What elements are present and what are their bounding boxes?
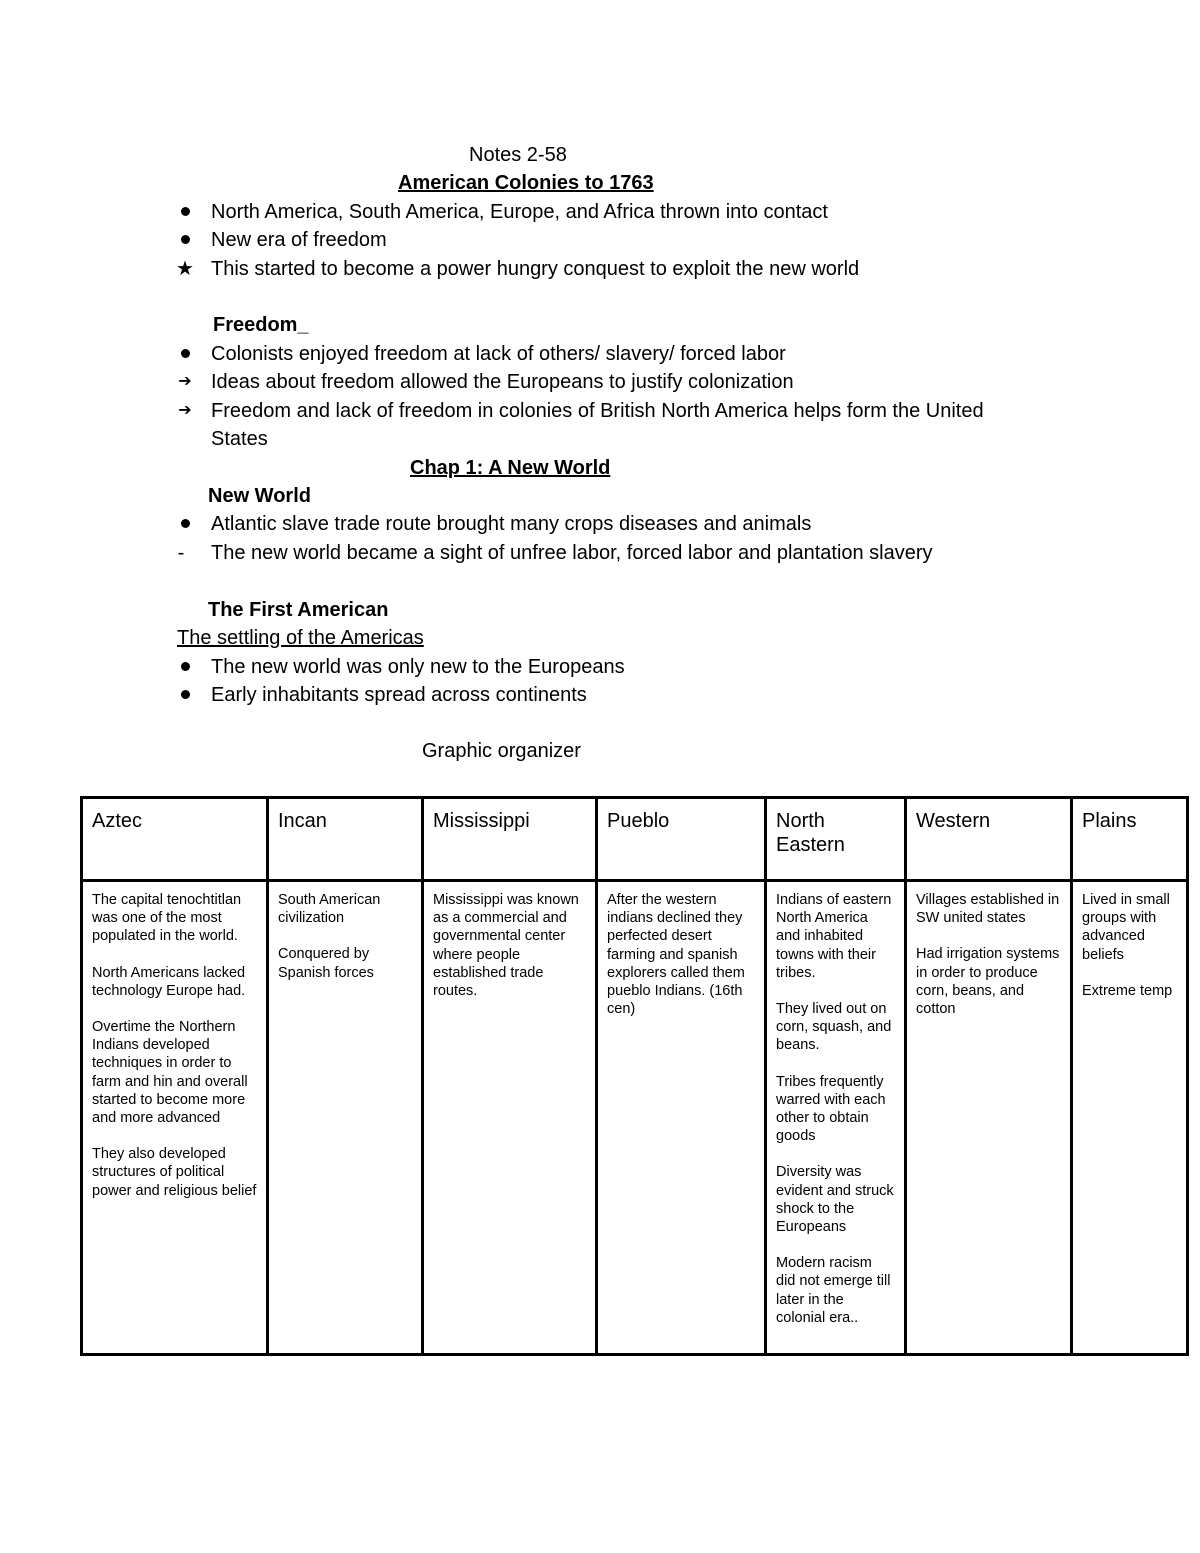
- cell-paragraph: Lived in small groups with advanced beliefs: [1082, 892, 1170, 963]
- bullet-dot-icon: [174, 226, 196, 254]
- column-header-incan: Incan: [268, 798, 423, 881]
- bullet-text: Freedom and lack of freedom in colonies of British North America helps form the United: [211, 400, 984, 422]
- column-header-pueblo: Pueblo: [597, 798, 766, 881]
- cell-paragraph: South American civilization: [278, 892, 381, 927]
- bullet-text: Colonists enjoyed freedom at lack of others/ slavery/ forced labor: [211, 343, 786, 365]
- bullet-text: Atlantic slave trade route brought many crops diseases and animals: [211, 513, 812, 535]
- cell-incan: [268, 881, 423, 1355]
- cell-paragraph: Mississippi was known as a commercial and governmental center where people established trade routes.: [433, 892, 579, 1000]
- cell-paragraph: Had irrigation systems in order to produce corn, beans, and cotton: [916, 946, 1060, 1018]
- cell-paragraph: They lived out on corn, squash, and beans.: [776, 1001, 892, 1054]
- column-header-aztec: Aztec: [82, 798, 268, 881]
- bullet-dot-icon: [174, 653, 196, 681]
- arrow-bullet-icon: ➔: [178, 402, 192, 419]
- cell-paragraph: Modern racism did not emerge till later in the colonial era..: [776, 1255, 891, 1326]
- cell-paragraph: Villages established in SW united states: [916, 892, 1060, 927]
- arrow-bullet-icon: ➔: [178, 373, 192, 390]
- bullet-text: Ideas about freedom allowed the Europeans to justify colonization: [211, 371, 794, 393]
- cell-plains: [1072, 881, 1188, 1355]
- cell-paragraph: Extreme temp: [1082, 982, 1173, 999]
- bullet-dot-icon: [174, 510, 196, 538]
- bullet-text: North America, South America, Europe, and Africa thrown into contact: [211, 201, 828, 223]
- freedom-heading: Freedom_: [213, 314, 309, 336]
- star-bullet-icon: ★: [176, 258, 194, 280]
- cell-paragraph: They also developed structures of political power and religious belief: [92, 1146, 257, 1199]
- cell-paragraph: North Americans lacked technology Europe had.: [92, 964, 246, 999]
- bullet-text: Early inhabitants spread across continents: [211, 684, 587, 706]
- notes-label: Notes 2-58: [469, 144, 567, 166]
- organizer-body-row: [82, 881, 1188, 1355]
- cell-paragraph: Indians of eastern North America and inhabited towns with their tribes.: [776, 892, 892, 981]
- page-title: American Colonies to 1763: [398, 172, 654, 194]
- cell-paragraph: Conquered by Spanish forces: [278, 946, 374, 981]
- column-header-mississippi: Mississippi: [423, 798, 597, 881]
- bullet-text: The new world was only new to the Europeans: [211, 656, 625, 678]
- freedom-bullet-3-continuation: States: [211, 428, 268, 450]
- cell-aztec: [82, 881, 268, 1355]
- first-american-heading: The First American: [208, 599, 389, 621]
- chapter-title: Chap 1: A New World: [410, 457, 611, 479]
- bullet-dot-icon: [174, 340, 196, 368]
- cell-western: [906, 881, 1072, 1355]
- cell-paragraph: The capital tenochtitlan was one of the most populated in the world.: [92, 892, 242, 945]
- column-header-western: Western: [906, 798, 1072, 881]
- cell-paragraph: Tribes frequently warred with each other to obtain goods: [776, 1073, 886, 1145]
- bullet-text: This started to become a power hungry conquest to exploit the new world: [211, 258, 860, 280]
- bullet-text: The new world became a sight of unfree labor, forced labor and plantation slavery: [211, 542, 933, 564]
- cell-mississippi: [423, 881, 597, 1355]
- dash-bullet-icon: -: [177, 542, 185, 564]
- cell-paragraph: Overtime the Northern Indians developed techniques in order to farm and hin and overall started to become more and more advanced: [92, 1019, 248, 1127]
- bullet-dot-icon: [174, 198, 196, 226]
- cell-paragraph: After the western indians declined they perfected desert farming and spanish explorers called them pueblo Indians. (16th cen): [607, 892, 745, 1018]
- cell-north-eastern: [766, 881, 906, 1355]
- bullet-text: New era of freedom: [211, 229, 387, 251]
- cell-pueblo: [597, 881, 766, 1355]
- column-header-plains: Plains: [1072, 798, 1188, 881]
- column-header-north-eastern: North Eastern: [766, 798, 906, 881]
- organizer-header-row: [82, 798, 1188, 881]
- settling-heading: The settling of the Americas: [177, 627, 424, 649]
- bullet-dot-icon: [174, 681, 196, 709]
- new-world-heading: New World: [208, 485, 311, 507]
- graphic-organizer-table: [80, 796, 1189, 1356]
- cell-paragraph: Diversity was evident and struck shock to the Europeans: [776, 1164, 894, 1236]
- organizer-title: Graphic organizer: [422, 740, 581, 762]
